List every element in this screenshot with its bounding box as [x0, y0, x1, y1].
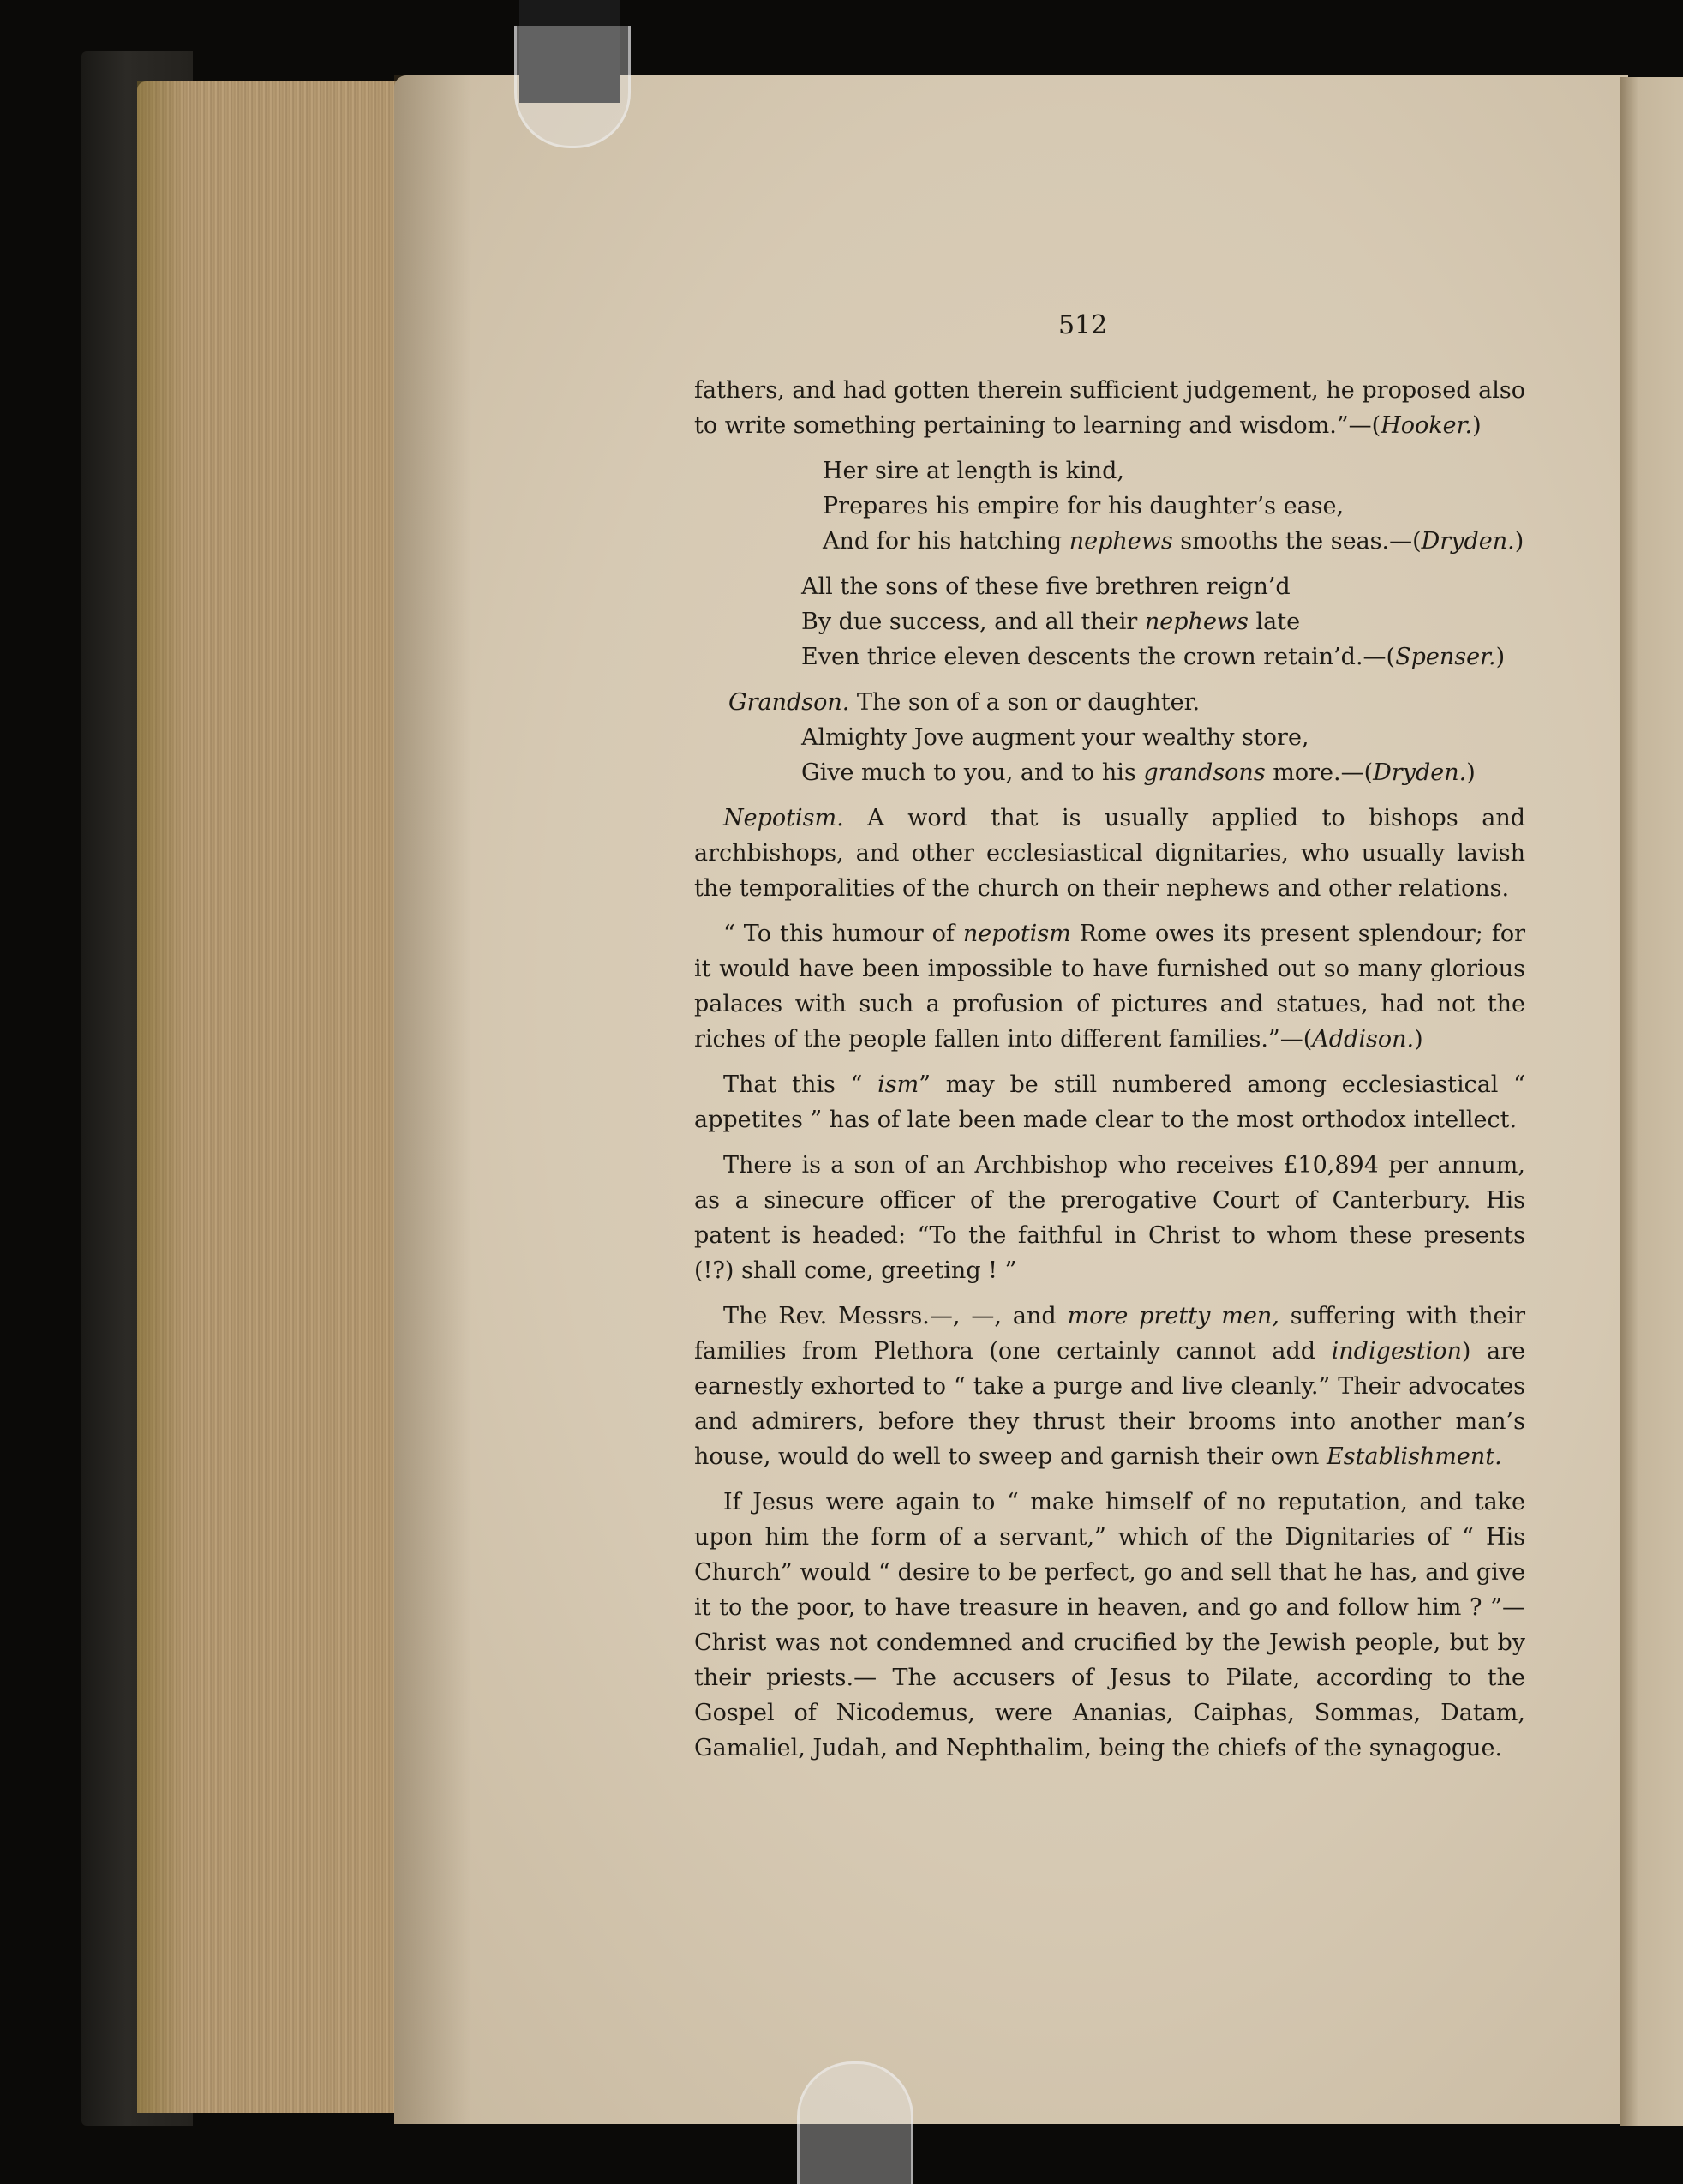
text-run: ): [1514, 528, 1524, 555]
text-run: Prepares his empire for his daughter’s ease,: [823, 493, 1345, 519]
gutter-shadow: [394, 75, 471, 2124]
text-run: All the sons of these five brethren reign’d: [801, 573, 1291, 600]
verse-dryden-2: [694, 720, 1525, 790]
text-run: The Rev. Messrs.—, —, and: [723, 1303, 1068, 1329]
italic-text: Addison.: [1312, 1026, 1415, 1053]
page-text: [694, 373, 1525, 1776]
verse-line: [823, 489, 1525, 524]
body-paragraphs: [694, 801, 1525, 1766]
text-run: Give much to you, and to his: [801, 759, 1144, 786]
text-run: suffering with their families from Plethora (one certainly cannot add: [694, 1303, 1525, 1365]
page-edges: [137, 81, 428, 2113]
text-run: Almighty Jove augment your wealthy store,: [801, 724, 1309, 751]
italic-text: Dryden.: [1373, 759, 1467, 786]
facing-page-edge: [1620, 77, 1683, 2126]
italic-text: indigestion: [1331, 1338, 1462, 1365]
text-run: There is a son of an Archbishop who receives £10,894 per annum, as a sinecure officer of the prerogative Court of Canterbury. His patent is headed: “To the faithful in Christ to whom these presents (!?) shall come, greeting ! ”: [694, 1152, 1525, 1284]
verse-line: [823, 453, 1525, 489]
verse-line: [801, 720, 1525, 755]
paragraph: [694, 1148, 1525, 1288]
italic-text: ism: [877, 1071, 919, 1098]
text-run: That this “: [723, 1071, 878, 1098]
italic-text: more pretty men,: [1067, 1303, 1279, 1329]
text-run: fathers, and had gotten therein sufficient judgement, he proposed also to write something pertaining to learning and wisdom.”—(: [694, 377, 1525, 439]
verse-line: [801, 755, 1525, 790]
verse-line: [801, 569, 1525, 604]
verse-dryden-1: [694, 453, 1525, 559]
opening-paragraph: [694, 373, 1525, 443]
verse-spenser: [694, 569, 1525, 675]
paragraph: [694, 1067, 1525, 1137]
text-run: If Jesus were again to “ make himself of no reputation, and take upon him the form of a servant,” which of the Dignitaries of “ His Church” would “ desire to be perfect, go and sell that he has, and give it to the poor, to have treasure in heaven, and go and follow him ? ”—Christ was not condemned and crucified by the Jewish people, but by their priests.— The accusers of Jesus to Pilate, according to the Gospel of Nicodemus, were Ananias, Caiphas, Sommas, Datam, Gamaliel, Judah, and Nephthalim, being the chiefs of the synagogue.: [694, 1489, 1525, 1761]
paragraph: [694, 1299, 1525, 1474]
italic-text: nephews: [1144, 609, 1249, 635]
text-run: A word that is usually applied to bishops and archbishops, and other ecclesiastical dignitaries, who usually lavish the temporalities of the church on their nephews and other relations.: [694, 805, 1525, 902]
italic-text: nepotism: [962, 921, 1071, 947]
text-run: Rome owes its present splendour; for it would have been impossible to have furnished out so many glorious palaces with such a profusion of pictures and statues, had not the riches of the people fallen into different families.”—(: [694, 921, 1525, 1053]
text-run: And for his hatching: [823, 528, 1069, 555]
italic-text: Spenser.: [1395, 644, 1496, 670]
text-run: late: [1248, 609, 1301, 635]
grandson-entry: [694, 685, 1525, 790]
text-run: By due success, and all their: [801, 609, 1145, 635]
text-run: Her sire at length is kind,: [823, 458, 1124, 484]
page-clip-top: [514, 26, 631, 148]
text-run: Even thrice eleven descents the crown retain’d.—(: [801, 644, 1396, 670]
verse-line: [801, 604, 1525, 639]
paragraph: [694, 916, 1525, 1057]
page-clip-bottom: [797, 2061, 913, 2184]
italic-text: grandsons: [1143, 759, 1266, 786]
text-run: “ To this humour of: [723, 921, 963, 947]
text-run: ): [1495, 644, 1506, 670]
italic-text: Dryden.: [1421, 528, 1515, 555]
verse-line: [801, 639, 1525, 675]
grandson-definition: [694, 685, 1525, 720]
text-run: ” may be still numbered among ecclesiastical “ appetites ” has of late been made clear to the most orthodox intellect.: [694, 1071, 1525, 1133]
paragraph: [694, 1485, 1525, 1766]
italic-text: Grandson.: [728, 689, 850, 716]
page-number: 512: [1058, 310, 1108, 340]
text-run: ): [1466, 759, 1476, 786]
italic-text: Hooker.: [1381, 412, 1473, 439]
text-run: ) are earnestly exhorted to “ take a purge and live cleanly.” Their advocates and admirers, before they thrust their brooms into another man’s house, would do well to sweep and garnish their own: [694, 1338, 1525, 1470]
italic-text: Nepotism.: [723, 805, 844, 831]
italic-text: Establishment.: [1327, 1443, 1502, 1470]
text-run: smooths the seas.—(: [1172, 528, 1422, 555]
italic-text: nephews: [1069, 528, 1173, 555]
text-run: ): [1472, 412, 1482, 439]
verse-line: [823, 524, 1525, 559]
paragraph: [694, 801, 1525, 906]
text-run: more.—(: [1265, 759, 1374, 786]
text-run: ): [1414, 1026, 1423, 1053]
text-run: The son of a son or daughter.: [849, 689, 1201, 716]
